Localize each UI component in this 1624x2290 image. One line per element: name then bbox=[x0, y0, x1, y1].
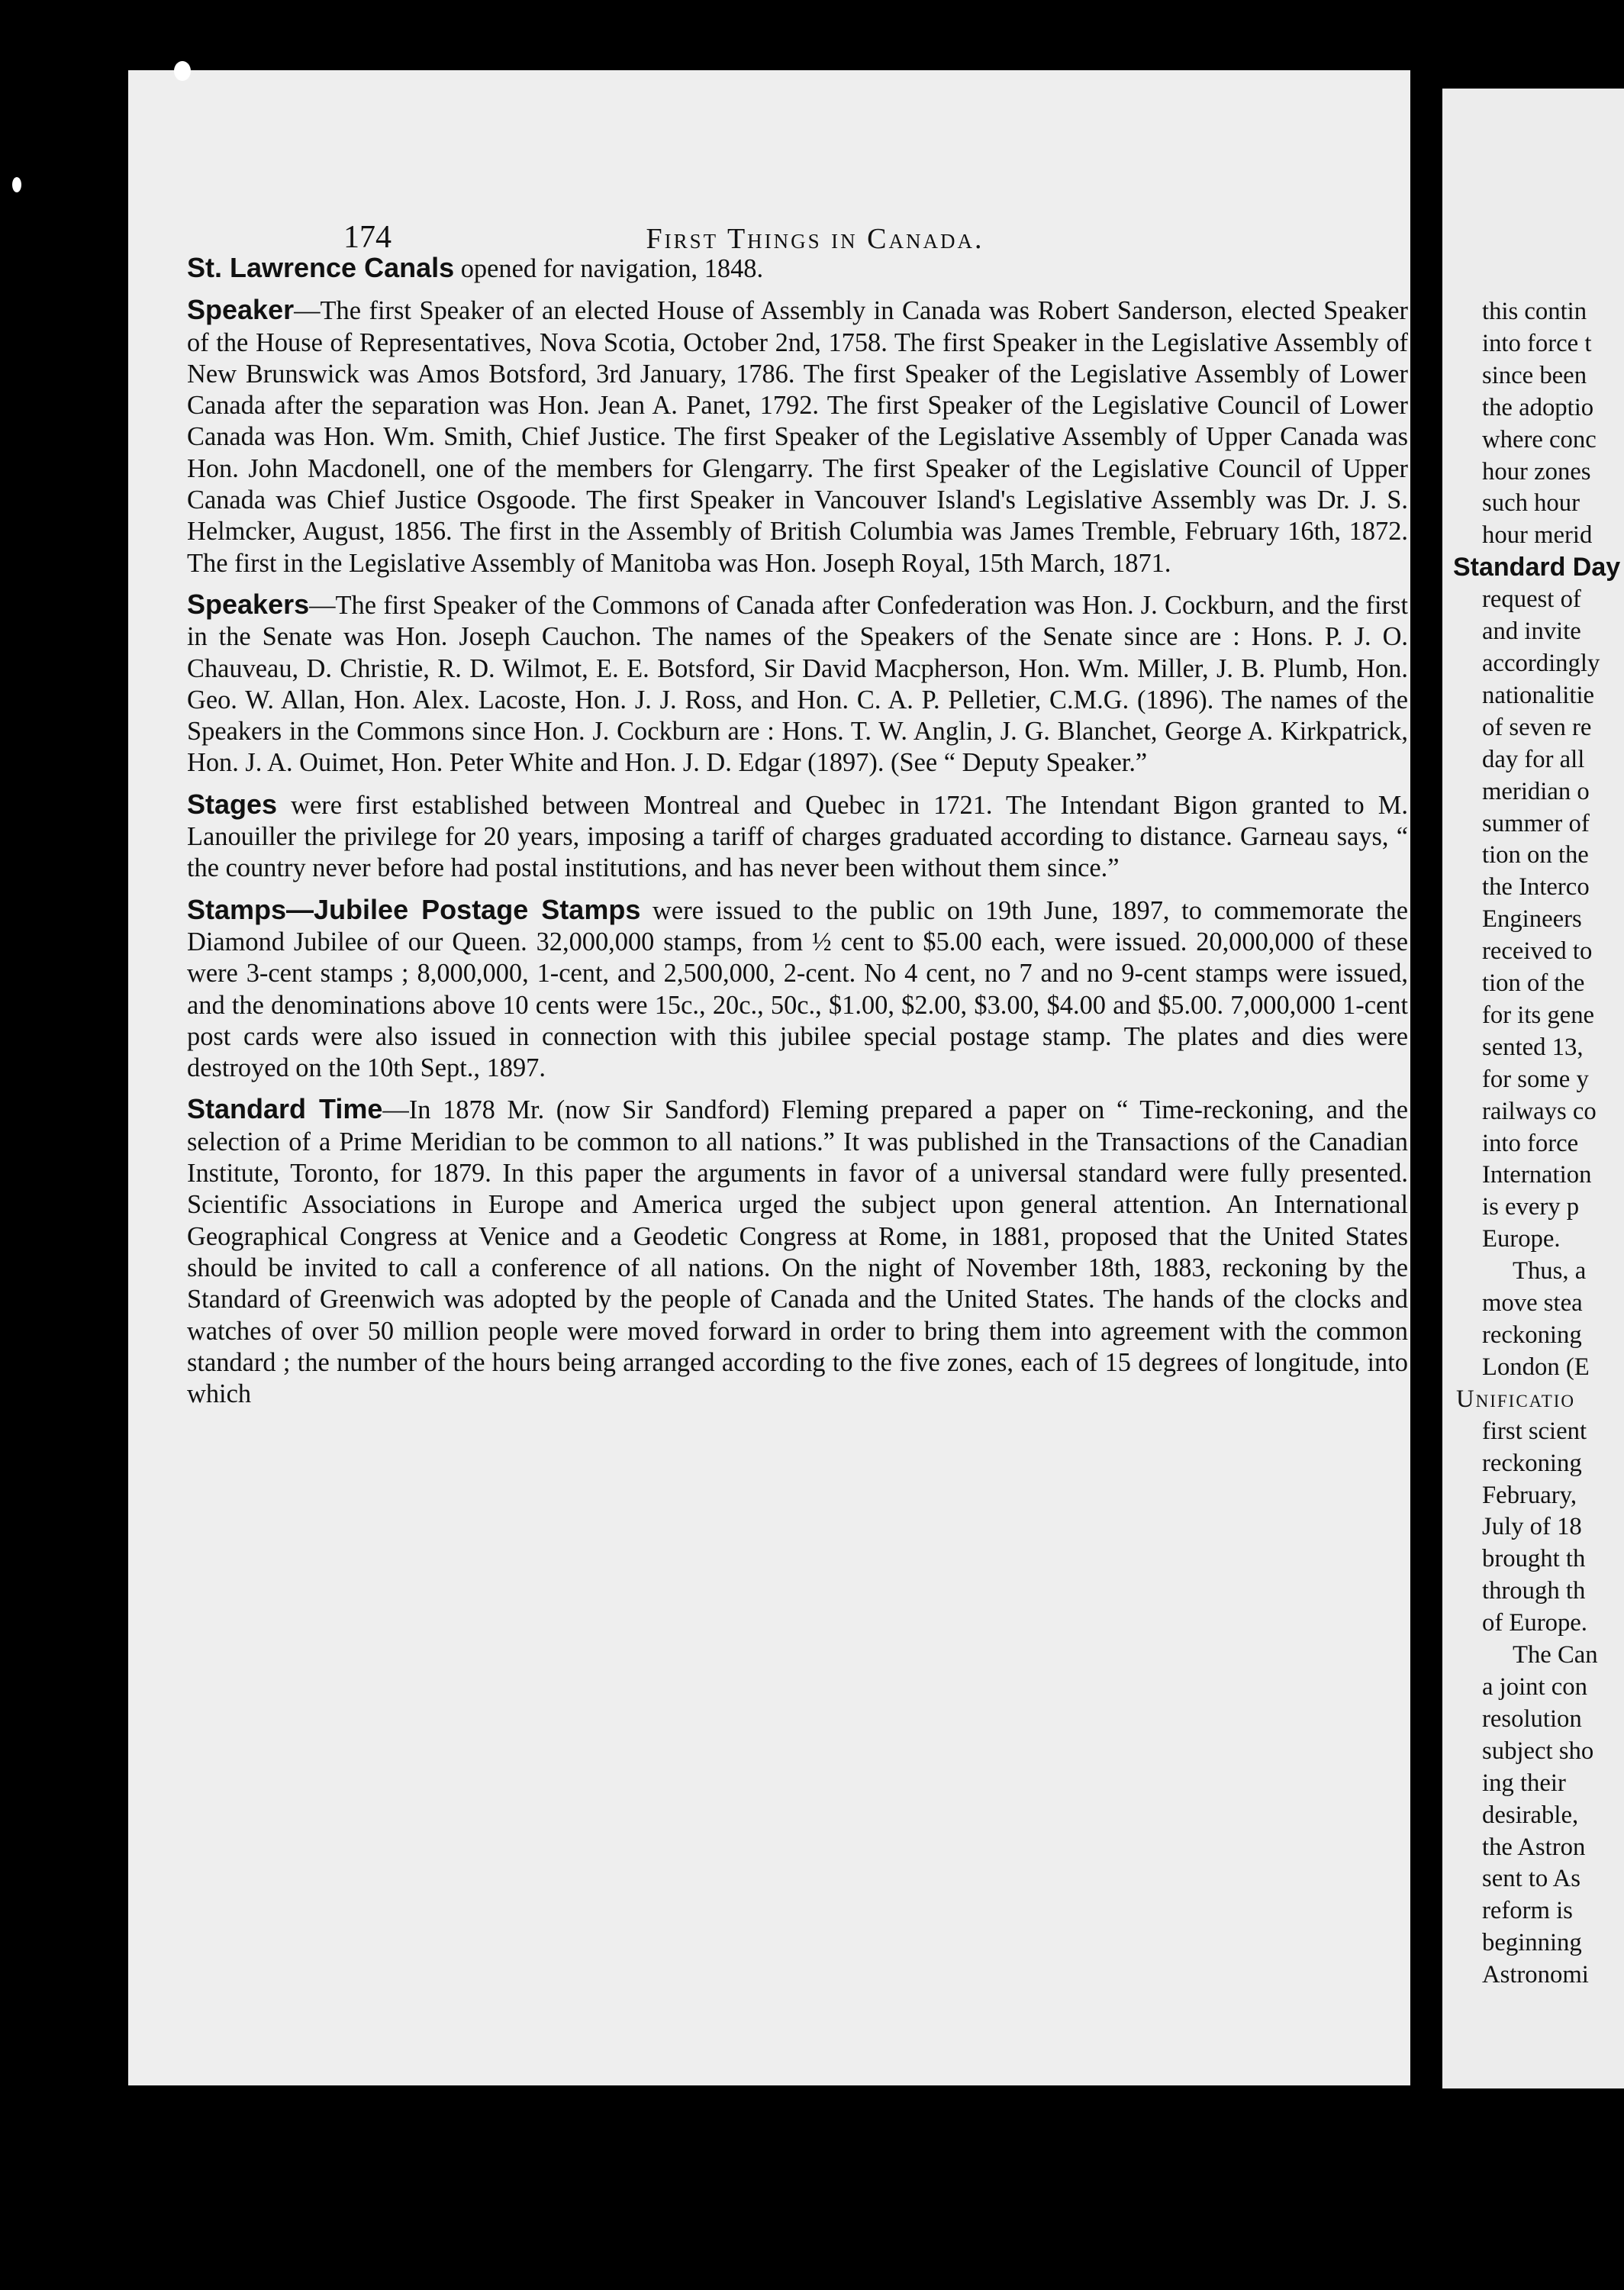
right-page-line: this contin bbox=[1482, 298, 1587, 325]
entry-heading: St. Lawrence Canals bbox=[187, 252, 455, 283]
right-page-line: nationalitie bbox=[1482, 681, 1595, 709]
right-page-line: since been bbox=[1482, 361, 1587, 389]
entry-speakers bbox=[187, 589, 1408, 779]
right-page-line: railways co bbox=[1482, 1097, 1597, 1125]
right-page bbox=[1442, 89, 1624, 2088]
right-page-line: resolution bbox=[1482, 1705, 1582, 1733]
right-page-line: and invite bbox=[1482, 618, 1581, 646]
right-page-line: request of bbox=[1482, 585, 1581, 614]
right-page-line: the Interco bbox=[1482, 873, 1590, 901]
right-page-line: where conc bbox=[1482, 425, 1597, 453]
right-page-line: move stea bbox=[1482, 1289, 1583, 1318]
right-page-line: such hour bbox=[1482, 489, 1580, 518]
entry-heading: Standard Time bbox=[187, 1093, 383, 1125]
entry-heading: Stamps—Jubilee Postage Stamps bbox=[187, 893, 641, 925]
entry-jubilee-stamps bbox=[187, 894, 1408, 1085]
right-page-line: February, bbox=[1482, 1481, 1577, 1509]
right-page-line: into force t bbox=[1482, 329, 1592, 357]
right-page-line: the adoptio bbox=[1482, 393, 1594, 421]
right-page-line: sented 13, bbox=[1482, 1033, 1584, 1061]
right-page-line: for some y bbox=[1482, 1065, 1589, 1093]
right-page-line: meridian o bbox=[1482, 777, 1590, 805]
right-page-line: reckoning bbox=[1482, 1449, 1582, 1477]
right-page-line: Unificatio bbox=[1456, 1385, 1576, 1413]
right-page-line: for its gene bbox=[1482, 1001, 1595, 1029]
right-page-line: desirable, bbox=[1482, 1801, 1579, 1829]
entry-heading: Speakers bbox=[187, 588, 310, 620]
right-page-text bbox=[1453, 296, 1624, 1992]
right-page-line: sent to As bbox=[1482, 1865, 1580, 1893]
right-page-line: hour merid bbox=[1482, 521, 1593, 550]
right-page-line: into force bbox=[1482, 1129, 1579, 1157]
right-page-line: hour zones bbox=[1482, 457, 1591, 485]
right-page-line: through th bbox=[1482, 1577, 1586, 1605]
page-number: 174 bbox=[343, 220, 392, 255]
entry-speaker bbox=[187, 294, 1408, 579]
entry-heading: Stages bbox=[187, 788, 278, 820]
entry-text: opened for navigation, 1848. bbox=[454, 254, 764, 283]
right-page-line: reform is bbox=[1482, 1897, 1573, 1925]
dust-speck bbox=[12, 177, 21, 192]
entry-heading: Speaker bbox=[187, 294, 295, 326]
right-page-line: Internation bbox=[1482, 1161, 1592, 1189]
entry-text: —The first Speaker of an elected House of Assembly in Canada was Robert Sanderson, elected Speaker of the House of Representatives, Nova Scotia, October 2nd, 1758. The first Speaker in the Legislative Assembly of New Brunswick was Amos Botsford, 3rd January, 1786. The first Speaker of the Legislative Assembly of Lower Canada after the separation was Hon. Jean A. Panet, 1792. The first Speaker of the Legislative Council of Lower Canada was Hon. Wm. Smith, Chief Justice. The first Speaker of the Legislative Assembly of Upper Canada was Hon. John Macdonell, one of the members for Glengarry. The first Speaker of the Legislative Council of Upper Canada was Chief Justice Osgoode. The first Speaker in Vancouver Island's Legislative Assembly was Dr. J. S. Helmcker, August, 1856. The first in the Assembly of British Columbia was James Tremble, February 16th, 1872. The first in the Legislative Assembly of Manitoba was Hon. Joseph Royal, 15th March, 1871. bbox=[187, 296, 1408, 578]
entry-text: —In 1878 Mr. (now Sir Sandford) Fleming prepared a paper on “ Time-reckoning, and the selection of a Prime Meridian to be common to all nations.” It was published in the Transactions of the Canadian Institute, Toronto, for 1879. In this paper the arguments in favor of a universal standard were fully presented. Scientific Associations in Europe and America urged the subject upon general attention. An International Geographical Congress at Venice and a Geodetic Congress at Rome, in 1881, proposed that the United States should be invited to call a conference of all nations. On the night of November 18th, 1883, reckoning by the Standard of Greenwich was adopted by the people of Canada and the United States. The hands of the clocks and watches of over 50 million people were moved forward in order to bring them into agreement with the common standard ; the number of the hours being arranged according to the five zones, each of 15 degrees of longitude, into which bbox=[187, 1095, 1409, 1409]
right-page-line: Astronomi bbox=[1482, 1961, 1589, 1989]
right-page-line: day for all bbox=[1482, 745, 1585, 773]
right-page-line: The Can bbox=[1513, 1641, 1598, 1669]
right-page-line: tion of the bbox=[1482, 969, 1585, 998]
right-page-line: subject sho bbox=[1482, 1737, 1594, 1765]
entry-text: were issued to the public on 19th June, 1897, to commemorate the Diamond Jubilee of our Queen. 32,000,000 stamps, from ½ cent to $5.00 each, were issued. 20,000,000 of these were 3-cent stamps ; 8,000,000, 1-cent, and 2,500,000, 2-cent. No 4 cent, no 7 and no 9-cent stamps were issued, and the denominations above 10 cents were 15c., 20c., 50c., $1.00, $2.00, $3.00, $4.00 and $5.00. 7,000,000 1-cent post cards were also issued in connection with this jubilee special postage stamp. The plates and dies were destroyed on the 10th Sept., 1897. bbox=[187, 895, 1408, 1083]
dust-speck bbox=[174, 61, 191, 81]
right-page-line: first scient bbox=[1482, 1417, 1587, 1445]
right-page-line: of seven re bbox=[1482, 713, 1592, 741]
right-page-line: the Astron bbox=[1482, 1833, 1586, 1861]
right-page-line: beginning bbox=[1482, 1929, 1582, 1957]
right-page-line: ing their bbox=[1482, 1769, 1566, 1797]
right-page-line: reckoning bbox=[1482, 1321, 1582, 1349]
entry-text: were first established between Montreal and Quebec in 1721. The Intendant Bigon granted to M. Lanouiller the privilege for 20 years, imposing a tariff of charges graduated according to distance. Garneau says, “ the country never before had postal institutions, and has never been without them since.” bbox=[187, 790, 1408, 883]
right-page-line: accordingly bbox=[1482, 649, 1600, 677]
entry-text: —The first Speaker of the Commons of Canada after Confederation was Hon. J. Cockburn, and the first in the Senate was Hon. Joseph Cauchon. The names of the Speakers of the Senate since are : Hons. P. J. O. Chauveau, D. Christie, R. D. Wilmot, E. E. Botsford, Sir David Macpherson, Hon. Wm. Miller, J. B. Plumb, Hon. Geo. W. Allan, Hon. Alex. Lacoste, Hon. J. J. Ross, and Hon. C. A. P. Pelletier, C.M.G. (1896). The names of the Speakers in the Commons since Hon. J. Cockburn are : Hons. T. W. Anglin, J. G. Blanchet, George A. Kirkpatrick, Hon. J. A. Ouimet, Hon. Peter White and Hon. J. D. Edgar (1897). (See “ Deputy Speaker.” bbox=[187, 590, 1408, 778]
right-page-line: brought th bbox=[1482, 1545, 1586, 1573]
right-page-line: Standard Day bbox=[1453, 553, 1621, 582]
right-page-line: is every p bbox=[1482, 1193, 1580, 1221]
right-page-line: tion on the bbox=[1482, 841, 1589, 869]
right-page-line: Europe. bbox=[1482, 1225, 1561, 1253]
right-page-line: Thus, a bbox=[1513, 1257, 1587, 1285]
right-page-line: summer of bbox=[1482, 809, 1590, 837]
right-page-line: London (E bbox=[1482, 1353, 1590, 1381]
entry-stages bbox=[187, 789, 1408, 885]
right-page-line: July of 18 bbox=[1482, 1513, 1582, 1541]
right-page-line: received to bbox=[1482, 937, 1593, 966]
entry-st-lawrence-canals bbox=[187, 252, 1408, 285]
article-body bbox=[187, 252, 1408, 1419]
entry-standard-time bbox=[187, 1093, 1408, 1410]
running-title: First Things in Canada. bbox=[646, 223, 984, 255]
right-page-line: of Europe. bbox=[1482, 1609, 1587, 1637]
right-page-line: Engineers bbox=[1482, 905, 1582, 934]
right-page-line: a joint con bbox=[1482, 1672, 1587, 1701]
